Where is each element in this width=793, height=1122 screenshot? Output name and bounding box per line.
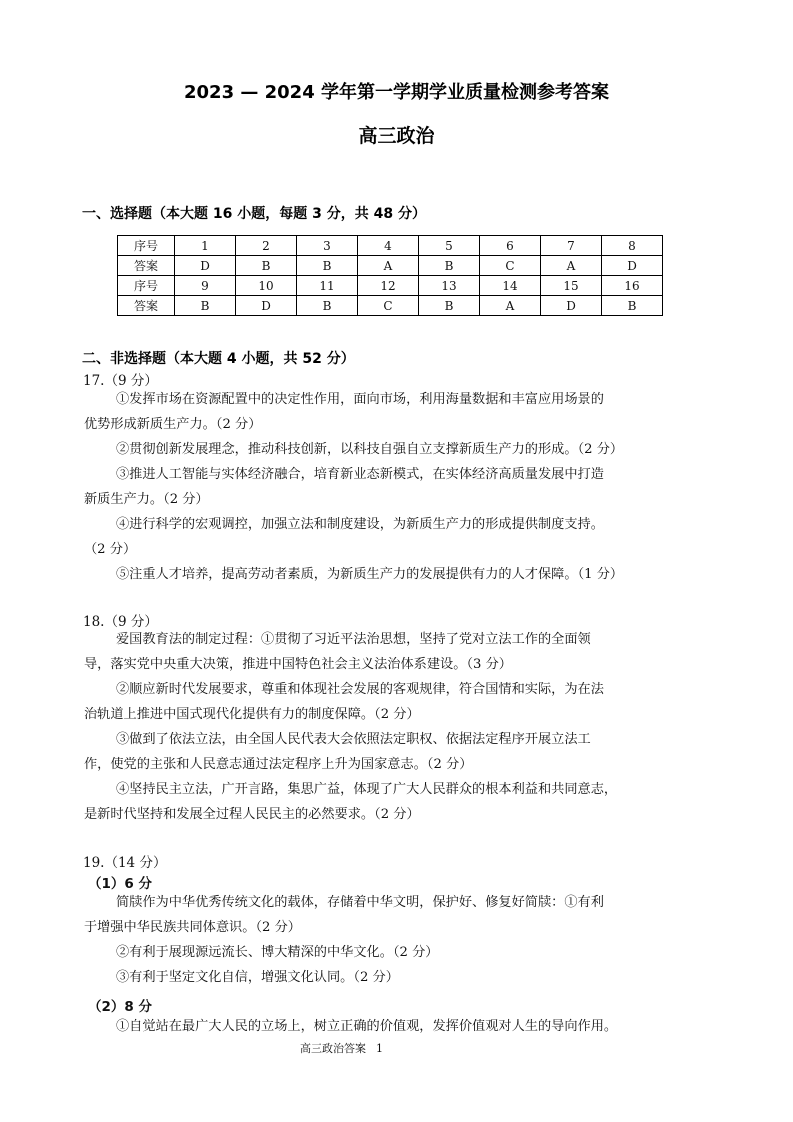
table-row (118, 296, 663, 316)
table-cell: 2 (236, 236, 297, 256)
table-cell: 14 (480, 276, 541, 296)
table-cell: 11 (297, 276, 358, 296)
q19-line: ③有利于坚定文化自信，增强文化认同。（2 分） (116, 970, 399, 985)
table-cell: C (358, 296, 419, 316)
q18-line: 是新时代坚持和发展全过程人民民主的必然要求。（2 分） (84, 807, 420, 822)
table-cell: 13 (419, 276, 480, 296)
table-cell: 6 (480, 236, 541, 256)
table-cell: 10 (236, 276, 297, 296)
page-title: 2023 — 2024 学年第一学期学业质量检测参考答案 (184, 82, 609, 103)
table-cell: 16 (602, 276, 663, 296)
q19-line: ②有利于展现源远流长、博大精深的中华文化。（2 分） (116, 945, 439, 960)
table-cell: 9 (175, 276, 236, 296)
q17-line: ②贯彻创新发展理念，推动科技创新，以科技自强自立支撑新质生产力的形成。（2 分） (116, 442, 624, 457)
table-row (118, 256, 663, 276)
table-cell: B (602, 296, 663, 316)
section2-heading: 二、非选择题（本大题 4 小题，共 52 分） (82, 351, 355, 367)
table-cell: 8 (602, 236, 663, 256)
page-number: 1 (376, 1042, 383, 1055)
table-cell: 序号 (118, 236, 175, 256)
table-cell: 12 (358, 276, 419, 296)
q19-part1-heading: （1）6 分 (88, 876, 152, 892)
table-cell: B (236, 256, 297, 276)
table-cell: 答案 (118, 296, 175, 316)
table-cell: B (297, 296, 358, 316)
table-cell: A (480, 296, 541, 316)
table-cell: 7 (541, 236, 602, 256)
q18-heading: 18.（9 分） (83, 614, 158, 630)
table-cell: 5 (419, 236, 480, 256)
q19-line: 于增强中华民族共同体意识。（2 分） (84, 920, 301, 935)
q17-heading: 17.（9 分） (83, 373, 158, 389)
answer-table (117, 235, 663, 316)
table-cell: 3 (297, 236, 358, 256)
table-cell: 1 (175, 236, 236, 256)
table-cell: D (175, 256, 236, 276)
q17-line: （2 分） (84, 542, 137, 557)
q17-line: ①发挥市场在资源配置中的决定性作用，面向市场，利用海量数据和丰富应用场景的 (116, 392, 604, 407)
table-cell: B (419, 256, 480, 276)
table-row (118, 236, 663, 256)
table-cell: 答案 (118, 256, 175, 276)
section1-heading: 一、选择题（本大题 16 小题，每题 3 分，共 48 分） (82, 206, 426, 222)
table-cell: 4 (358, 236, 419, 256)
q18-line: 爱国教育法的制定过程：①贯彻了习近平法治思想，坚持了党对立法工作的全面领 (116, 632, 591, 647)
table-cell: A (541, 256, 602, 276)
q18-line: ③做到了依法立法，由全国人民代表大会依照法定职权、依据法定程序开展立法工 (116, 732, 591, 747)
q17-line: 新质生产力。（2 分） (84, 492, 209, 507)
table-row (118, 276, 663, 296)
q18-line: ④坚持民主立法，广开言路，集思广益，体现了广大人民群众的根本利益和共同意志， (116, 782, 618, 797)
footer-label: 高三政治答案 (300, 1042, 366, 1055)
table-cell: D (541, 296, 602, 316)
q17-line: 优势形成新质生产力。（2 分） (84, 417, 262, 432)
q17-line: ⑤注重人才培养，提高劳动者素质，为新质生产力的发展提供有力的人才保障。（1 分） (116, 567, 624, 582)
q18-line: ②顺应新时代发展要求，尊重和体现社会发展的客观规律，符合国情和实际，为在法 (116, 682, 604, 697)
q19-line: 简牍作为中华优秀传统文化的载体，存储着中华文明，保护好、修复好简牍：①有利 (116, 895, 604, 910)
q19-heading: 19.（14 分） (83, 855, 167, 871)
q17-line: ④进行科学的宏观调控，加强立法和制度建设，为新质生产力的形成提供制度支持。 (116, 517, 604, 532)
q19-line: ①自觉站在最广大人民的立场上，树立正确的价值观，发挥价值观对人生的导向作用。 (116, 1019, 618, 1034)
table-cell: A (358, 256, 419, 276)
q17-line: ③推进人工智能与实体经济融合，培育新业态新模式，在实体经济高质量发展中打造 (116, 467, 604, 482)
q19-part2-heading: （2）8 分 (88, 999, 152, 1015)
table-cell: B (297, 256, 358, 276)
table-cell: B (419, 296, 480, 316)
table-cell: D (602, 256, 663, 276)
table-cell: B (175, 296, 236, 316)
table-cell: C (480, 256, 541, 276)
table-cell: 15 (541, 276, 602, 296)
table-cell: D (236, 296, 297, 316)
q18-line: 作，使党的主张和人民意志通过法定程序上升为国家意志。（2 分） (84, 757, 473, 772)
q18-line: 导，落实党中央重大决策，推进中国特色社会主义法治体系建设。（3 分） (84, 657, 512, 672)
q18-line: 治轨道上推进中国式现代化提供有力的制度保障。（2 分） (84, 707, 420, 722)
page-footer (300, 1040, 383, 1056)
page-subtitle: 高三政治 (358, 125, 435, 147)
table-cell: 序号 (118, 276, 175, 296)
